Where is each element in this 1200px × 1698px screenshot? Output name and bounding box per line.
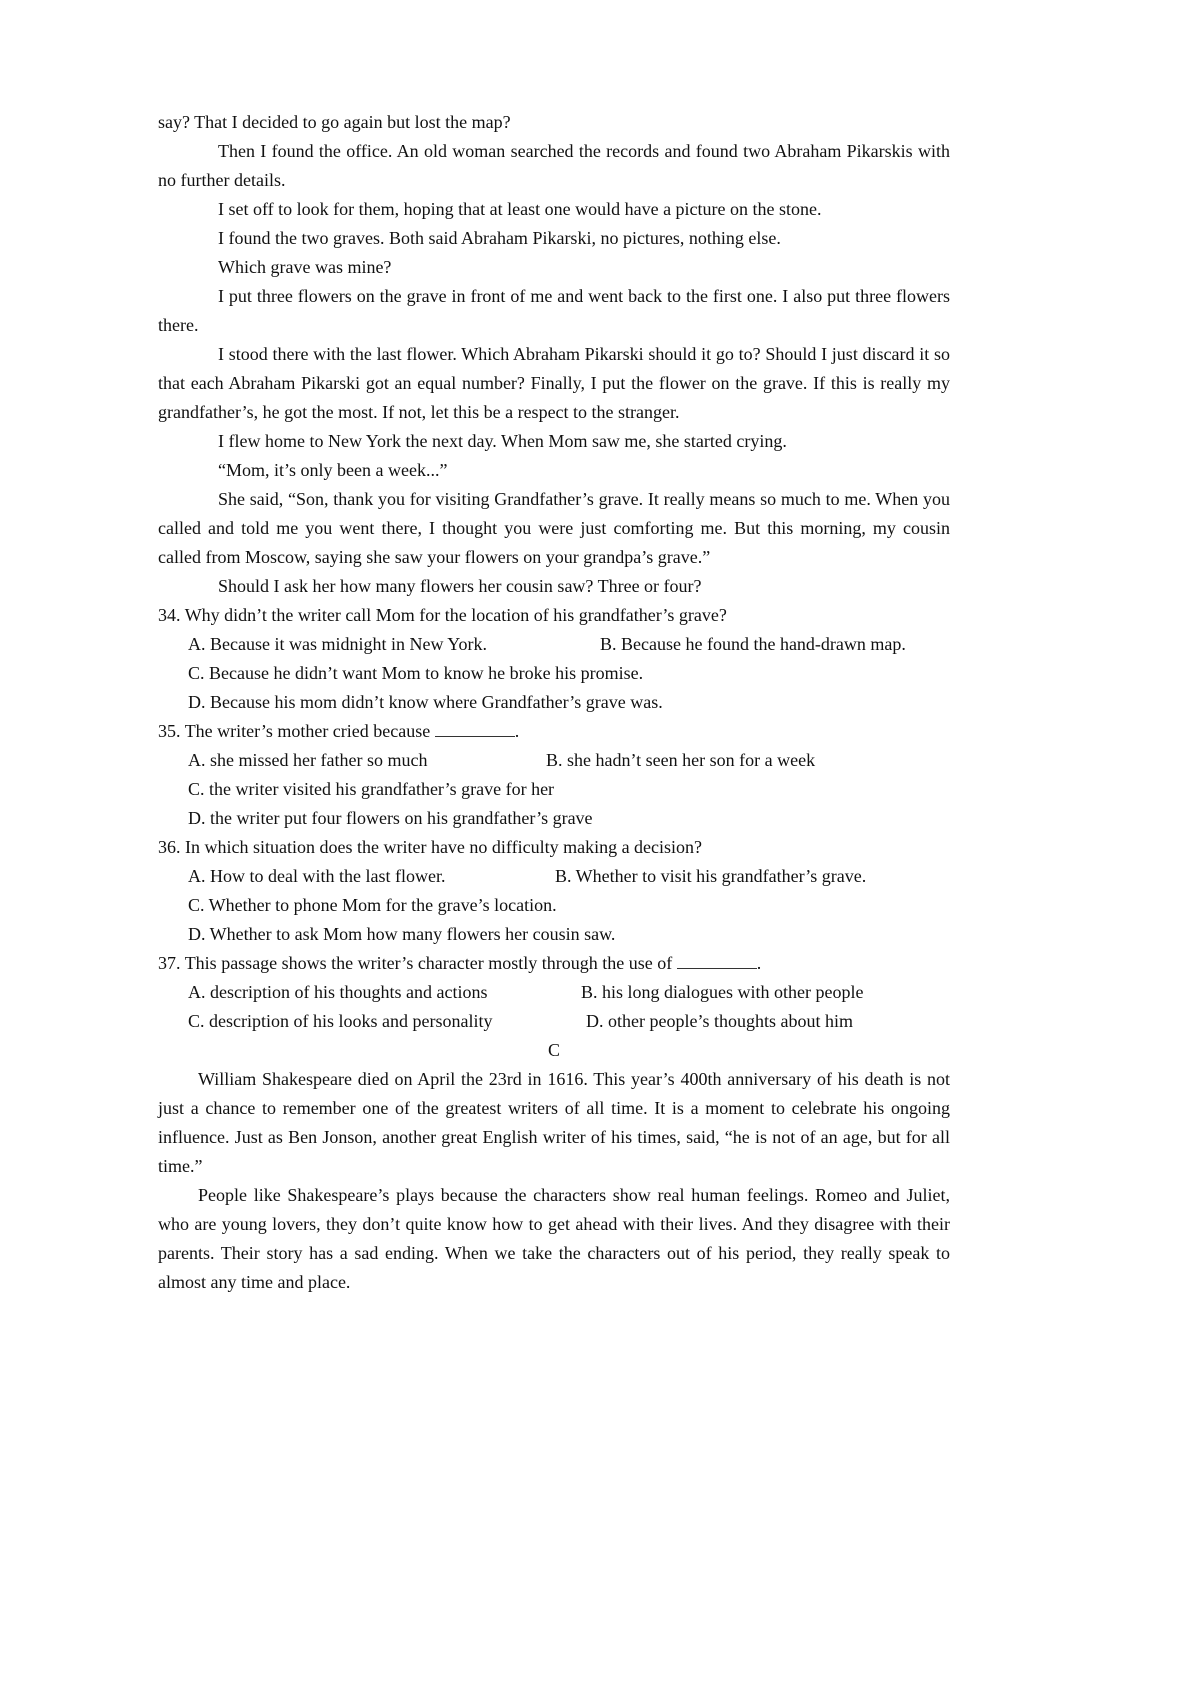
- question-35-options-ab: [158, 746, 950, 775]
- question-36-option-d-row: [158, 920, 950, 949]
- option-c: C. Whether to phone Mom for the grave’s location.: [188, 895, 557, 915]
- question-stem: In which situation does the writer have no difficulty making a decision?: [185, 837, 703, 857]
- passage-b-paragraph-4: Which grave was mine?: [218, 257, 392, 277]
- question-37-options-cd: [158, 1007, 950, 1036]
- question-34-option-d-row: [158, 688, 950, 717]
- passage-b-paragraph-9: She said, “Son, thank you for visiting Grandfather’s grave. It really means so much to me. When you called and told me you went there, I thought you were just comforting me. But this morning, my cousin called from Moscow, saying she saw your flowers on your grandpa’s grave.”: [158, 489, 950, 567]
- question-34: [158, 601, 950, 630]
- passage-b-paragraph-8: “Mom, it’s only been a week...”: [218, 460, 448, 480]
- question-35-option-d-row: [158, 804, 950, 833]
- answer-blank: [677, 952, 757, 969]
- option-d: D. Whether to ask Mom how many flowers her cousin saw.: [188, 924, 616, 944]
- question-34-options-ab: [158, 630, 950, 659]
- question-stem: This passage shows the writer’s character mostly through the use of: [184, 953, 673, 973]
- option-b: B. Whether to visit his grandfather’s grave.: [555, 866, 867, 886]
- option-b: B. his long dialogues with other people: [581, 982, 864, 1002]
- period: .: [514, 721, 520, 741]
- question-number: 35.: [158, 721, 181, 741]
- passage-b-paragraph-2: I set off to look for them, hoping that at least one would have a picture on the stone.: [218, 199, 822, 219]
- option-b: B. Because he found the hand-drawn map.: [600, 634, 906, 654]
- question-36: [158, 833, 950, 862]
- option-d: D. the writer put four flowers on his grandfather’s grave: [188, 808, 593, 828]
- passage-b-paragraph-6: I stood there with the last flower. Which Abraham Pikarski should it go to? Should I just discard it so that each Abraham Pikarski got an equal number? Finally, I put the flower on the grave. If this is really my grandfather’s, he got the most. If not, let this be a respect to the stranger.: [158, 344, 950, 422]
- question-35: [158, 717, 950, 746]
- passage-b-paragraph-0: say? That I decided to go again but lost the map?: [158, 112, 511, 132]
- option-c: C. Because he didn’t want Mom to know he broke his promise.: [188, 663, 644, 683]
- question-37: [158, 949, 950, 978]
- passage-b-paragraph-10: Should I ask her how many flowers her cousin saw? Three or four?: [218, 576, 702, 596]
- question-36-options-ab: [158, 862, 950, 891]
- question-37-options-ab: [158, 978, 950, 1007]
- question-number: 36.: [158, 837, 181, 857]
- passage-c-paragraph-1: People like Shakespeare’s plays because the characters show real human feelings. Romeo and Juliet, who are young lovers, they don’t quite know how to get ahead with their lives. And they disagree with their parents. Their story has a sad ending. When we take the characters out of his period, they really speak to almost any time and place.: [158, 1185, 950, 1292]
- passage-b-paragraph-7: I flew home to New York the next day. When Mom saw me, she started crying.: [218, 431, 787, 451]
- question-35-option-c-row: [158, 775, 950, 804]
- period: .: [756, 953, 762, 973]
- option-c: C. the writer visited his grandfather’s grave for her: [188, 779, 555, 799]
- option-a: A. description of his thoughts and actions: [188, 982, 488, 1002]
- option-a: A. How to deal with the last flower.: [188, 866, 446, 886]
- passage-b-paragraph-1: Then I found the office. An old woman searched the records and found two Abraham Pikarskis with no further details.: [158, 141, 950, 190]
- question-36-option-c-row: [158, 891, 950, 920]
- option-b: B. she hadn’t seen her son for a week: [546, 750, 816, 770]
- passage-b-paragraph-3: I found the two graves. Both said Abraham Pikarski, no pictures, nothing else.: [218, 228, 781, 248]
- answer-blank: [435, 720, 515, 737]
- section-heading-c: C: [547, 1040, 560, 1060]
- passage-c-paragraph-0: William Shakespeare died on April the 23rd in 1616. This year’s 400th anniversary of his death is not just a chance to remember one of the greatest writers of all time. It is a moment to celebrate his ongoing influence. Just as Ben Jonson, another great English writer of his times, said, “he is not of an age, but for all time.”: [158, 1069, 950, 1176]
- option-a: A. Because it was midnight in New York.: [188, 634, 487, 654]
- question-number: 37.: [158, 953, 181, 973]
- question-stem: Why didn’t the writer call Mom for the location of his grandfather’s grave?: [184, 605, 727, 625]
- option-d: D. Because his mom didn’t know where Grandfather’s grave was.: [188, 692, 663, 712]
- question-34-option-c-row: [158, 659, 950, 688]
- document-page: [158, 108, 950, 1297]
- question-number: 34.: [158, 605, 181, 625]
- option-d: D. other people’s thoughts about him: [586, 1011, 853, 1031]
- question-stem: The writer’s mother cried because: [184, 721, 431, 741]
- passage-b-paragraph-5: I put three flowers on the grave in front of me and went back to the first one. I also put three flowers there.: [158, 286, 950, 335]
- option-c: C. description of his looks and personality: [188, 1011, 493, 1031]
- option-a: A. she missed her father so much: [188, 750, 428, 770]
